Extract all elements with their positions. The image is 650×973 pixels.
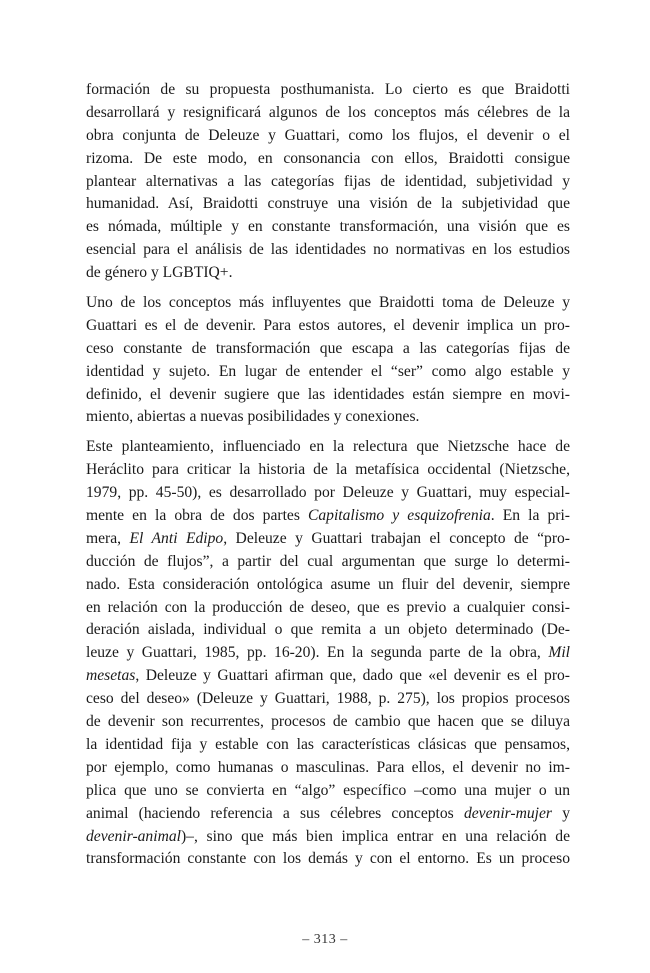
text-run: la identidad fija y estable con las características clásicas que pensamos,: [86, 735, 570, 753]
text-line: [86, 711, 570, 734]
text-run: plica que uno se convierta en “algo” específico –como una mujer o un: [86, 781, 570, 799]
text-run: mente en la obra de dos partes: [86, 507, 308, 525]
text-run: humanidad. Así, Braidotti construye una visión de la subjetividad que: [86, 195, 570, 213]
text-line: [86, 551, 570, 574]
text-run: ceso constante de transformación que escapa a las categorías fijas de: [86, 339, 570, 357]
text-line: [86, 239, 570, 262]
text-run: Uno de los conceptos más influyentes que Braidotti toma de Deleuze y: [86, 294, 570, 312]
text-line: [86, 619, 570, 642]
text-run: )–, sino que más bien implica entrar en una relación de: [180, 827, 570, 845]
text-run: es nómada, múltiple y en constante transformación, una visión que es: [86, 218, 570, 236]
text-line: [86, 148, 570, 171]
text-line: [86, 171, 570, 194]
text-run: en relación con la producción de deseo, que es previo a cualquier consi-: [86, 598, 570, 616]
paragraph: [86, 436, 570, 871]
text-run: transformación constante con los demás y con el entorno. Es un proceso: [86, 850, 570, 868]
text-line: [86, 803, 570, 826]
text-line: [86, 597, 570, 620]
text-run: formación de su propuesta posthumanista. Lo cierto es que Braidotti: [86, 81, 570, 98]
italic-title: mesetas: [86, 667, 136, 685]
page-number: – 313 –: [302, 932, 348, 947]
italic-title: Capitalismo y esquizofrenia: [307, 507, 491, 525]
text-run: miento, abiertas a nuevas posibilidades y conexiones.: [86, 408, 420, 426]
text-line: [86, 482, 570, 505]
text-line: [86, 102, 570, 125]
italic-title: Mil: [548, 644, 570, 662]
text-run: nado. Esta consideración ontológica asume un fluir del devenir, siempre: [86, 575, 570, 593]
text-line: [86, 642, 570, 665]
text-line: [86, 459, 570, 482]
text-line: [86, 125, 570, 148]
text-run: ducción de flujos”, a partir del cual argumentan que surge lo determi-: [86, 552, 570, 570]
text-line: [86, 665, 570, 688]
text-run: Guattari es el de devenir. Para estos autores, el devenir implica un pro-: [86, 316, 570, 334]
text-run: deración aislada, individual o que remita a un objeto determinado (De-: [86, 621, 570, 639]
text-line: [86, 216, 570, 239]
text-run: . En la pri-: [490, 507, 571, 525]
text-line: [86, 315, 570, 338]
text-run: Este planteamiento, influenciado en la relectura que Nietzsche hace de: [86, 438, 570, 456]
text-run: definido, el devenir sugiere que las identidades están siempre en movi-: [86, 385, 570, 403]
text-run: mera,: [86, 529, 130, 547]
italic-title: El Anti Edipo: [129, 529, 224, 547]
text-run: rizoma. De este modo, en consonancia con ellos, Braidotti consigue: [86, 149, 570, 167]
text-line: [86, 436, 570, 459]
paragraph: [86, 292, 570, 429]
text-run: plantear alternativas a las categorías fijas de identidad, subjetividad y: [86, 172, 570, 190]
text-run: leuze y Guattari, 1985, pp. 16-20). En la segunda parte de la obra,: [86, 644, 549, 662]
text-line: [86, 505, 570, 528]
page-body-text: [86, 79, 570, 871]
text-line: [86, 262, 570, 285]
text-line: [86, 528, 570, 551]
text-run: , Deleuze y Guattari trabajan el concepto de “pro-: [223, 529, 571, 547]
text-line: [86, 338, 570, 361]
text-run: 1979, pp. 45-50), es desarrollado por Deleuze y Guattari, muy especial-: [86, 484, 570, 502]
text-line: [86, 826, 570, 849]
text-line: [86, 193, 570, 216]
text-line: [86, 780, 570, 803]
paragraph: [86, 79, 570, 285]
text-run: de devenir son recurrentes, procesos de cambio que hacen que se diluya: [86, 713, 570, 731]
text-line: [86, 361, 570, 384]
text-line: [86, 848, 570, 871]
text-run: , Deleuze y Guattari afirman que, dado que «el devenir es el pro-: [135, 667, 570, 685]
text-line: [86, 688, 570, 711]
text-run: ceso del deseo» (Deleuze y Guattari, 1988, p. 275), los propios procesos: [86, 690, 570, 708]
text-run: y: [552, 804, 571, 822]
text-line: [86, 574, 570, 597]
text-run: animal (haciendo referencia a sus célebres conceptos: [86, 804, 464, 822]
text-line: [86, 734, 570, 757]
text-run: Heráclito para criticar la historia de la metafísica occidental (Nietzsche,: [86, 461, 570, 479]
text-run: obra conjunta de Deleuze y Guattari, como los flujos, el devenir o el: [86, 126, 570, 144]
text-run: desarrollará y resignificará algunos de los conceptos más célebres de la: [86, 103, 570, 121]
text-run: identidad y sujeto. En lugar de entender el “ser” como algo estable y: [86, 362, 570, 380]
text-run: de género y LGBTIQ+.: [86, 264, 233, 282]
text-line: [86, 292, 570, 315]
text-line: [86, 406, 570, 429]
text-run: por ejemplo, como humanas o masculinas. Para ellos, el devenir no im-: [86, 758, 570, 776]
italic-title: devenir-animal: [86, 827, 181, 845]
text-line: [86, 79, 570, 102]
text-run: esencial para el análisis de las identidades no normativas en los estudios: [86, 241, 570, 259]
text-line: [86, 384, 570, 407]
italic-title: devenir-mujer: [463, 804, 552, 822]
text-line: [86, 757, 570, 780]
